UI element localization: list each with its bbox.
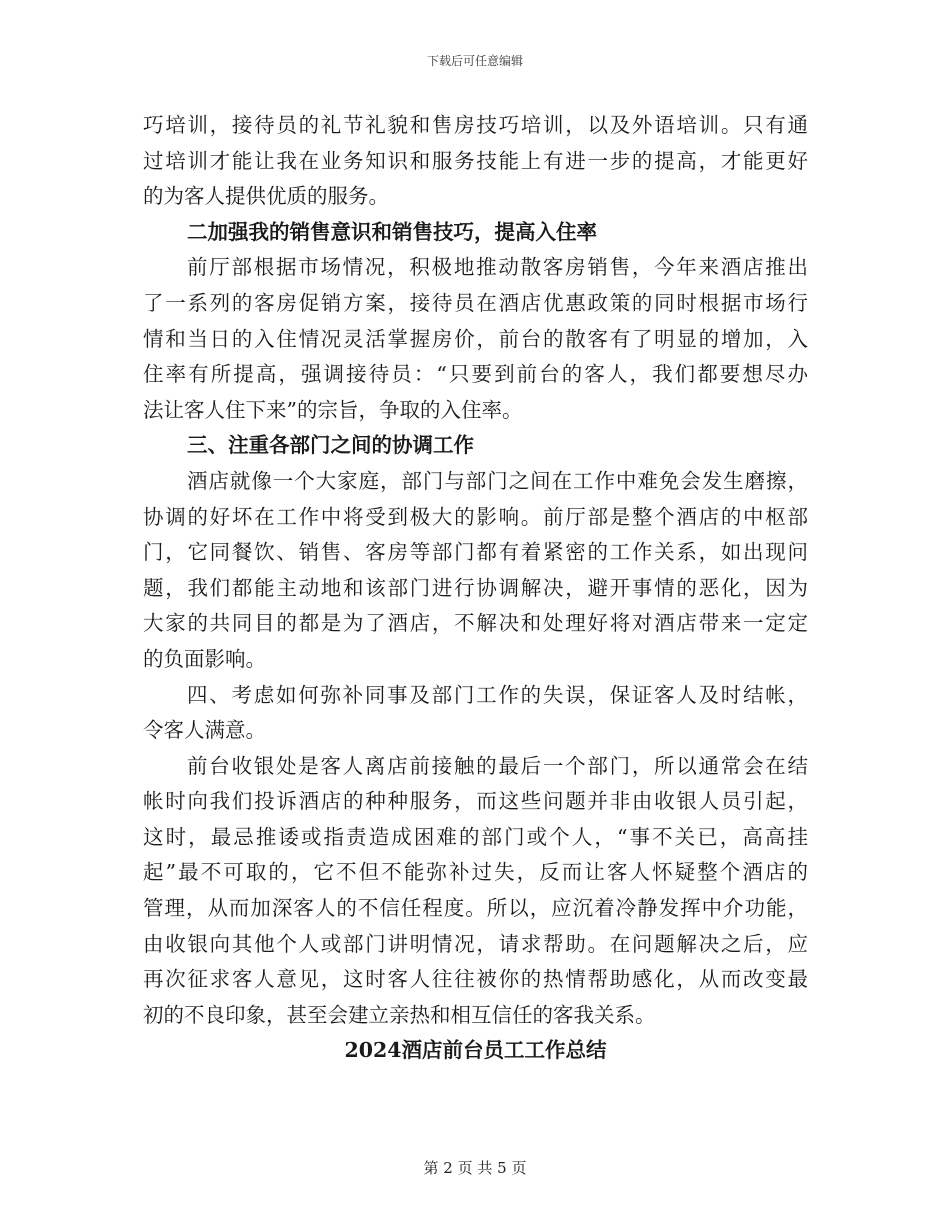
- paragraph-line: 前台收银处是客人离店前接触的最后一个部门，所以通常会在结: [187, 753, 808, 778]
- paragraph-line: 了一系列的客房促销方案，接待员在酒店优惠政策的同时根据市场行: [143, 290, 808, 315]
- paragraph-line: 大家的共同目的都是为了酒店，不解决和处理好将对酒店带来一定定: [143, 611, 808, 636]
- paragraph-line: 由收银向其他个人或部门讲明情况，请求帮助。在问题解决之后，应: [143, 931, 808, 956]
- page-header-note: 下载后可任意编辑: [426, 54, 523, 68]
- paragraph-line: 帐时向我们投诉酒店的种种服务，而这些问题并非由收银人员引起，: [143, 789, 808, 814]
- section-heading-2: 二加强我的销售意识和销售技巧，提高入住率: [187, 219, 597, 244]
- paragraph-line: 的为客人提供优质的服务。: [143, 184, 389, 209]
- paragraph-line: 这时，最忌推诿或指责造成困难的部门或个人，“事不关已，高高挂: [143, 824, 808, 849]
- paragraph-line: 协调的好坏在工作中将受到极大的影响。前厅部是整个酒店的中枢部: [143, 504, 808, 529]
- section-heading-4: 四、考虑如何弥补同事及部门工作的失误，保证客人及时结帐，: [187, 682, 808, 707]
- document-body: [143, 108, 808, 1069]
- page-number: 第 2 页 共 5 页: [423, 1159, 527, 1177]
- paragraph-line: 法让客人住下来”的宗旨，争取的入住率。: [143, 397, 523, 422]
- paragraph-line: 酒店就像一个大家庭，部门与部门之间在工作中难免会发生磨擦，: [187, 468, 808, 493]
- paragraph-line: 管理，从而加深客人的不信任程度。所以，应沉着冷静发挥中介功能，: [143, 896, 808, 921]
- paragraph-line: 巧培训，接待员的礼节礼貌和售房技巧培训，以及外语培训。只有通: [143, 113, 808, 137]
- section-heading-3: 三、注重各部门之间的协调工作: [187, 433, 474, 458]
- paragraph-line: 情和当日的入住情况灵活掌握房价，前台的散客有了明显的增加，入: [143, 326, 808, 351]
- section-heading-4-continued: 令客人满意。: [143, 718, 266, 743]
- paragraph-line: 再次征求客人意见，这时客人往往被你的热情帮助感化，从而改变最: [143, 967, 808, 992]
- paragraph-line: 前厅部根据市场情况，积极地推动散客房销售，今年来酒店推出: [187, 255, 808, 280]
- paragraph-line: 起”最不可取的，它不但不能弥补过失，反而让客人怀疑整个酒店的: [143, 860, 808, 885]
- paragraph-line: 题，我们都能主动地和该部门进行协调解决，避开事情的恶化，因为: [143, 575, 808, 600]
- paragraph-line: 初的不良印象，甚至会建立亲热和相互信任的客我关系。: [143, 1002, 656, 1027]
- paragraph-line: 住率有所提高，强调接待员：“只要到前台的客人，我们都要想尽办: [143, 362, 808, 387]
- paragraph-line: 过培训才能让我在业务知识和服务技能上有进一步的提高，才能更好: [143, 148, 808, 173]
- paragraph-line: 门，它同餐饮、销售、客房等部门都有着紧密的工作关系，如出现问: [143, 540, 808, 565]
- paragraph-line: 的负面影响。: [143, 646, 266, 671]
- next-document-title: 2024酒店前台员工工作总结: [344, 1038, 607, 1063]
